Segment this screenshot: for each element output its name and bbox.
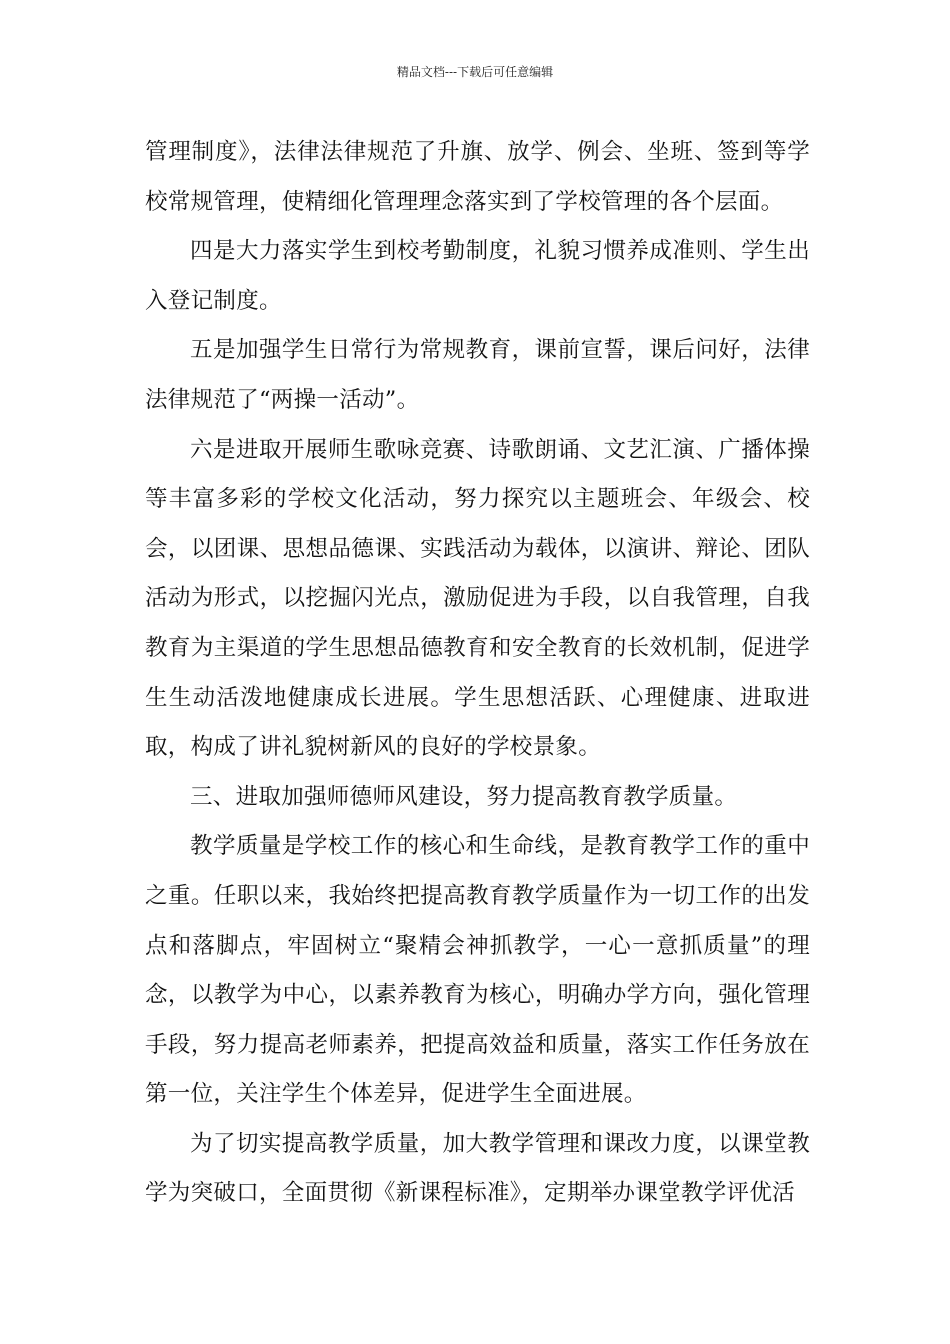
paragraph: 六是进取开展师生歌咏竞赛、诗歌朗诵、文艺汇演、广播体操等丰富多彩的学校文化活动，努力探究以主题班会、年级会、校会，以团课、思想品德课、实践活动为载体，以演讲、辩论、团队活动为形式，以挖掘闪光点，激励促进为手段，以自我管理，自我教育为主渠道的学生思想品德教育和安全教育的长效机制，促进学生生动活泼地健康成长进展。学生思想活跃、心理健康、进取进取，构成了讲礼貌树新风的良好的学校景象。 bbox=[145, 436, 810, 761]
page-header: 精品文档---下载后可任意编辑 bbox=[396, 65, 554, 79]
document-body bbox=[145, 128, 810, 1219]
section-heading: 三、进取加强师德师风建设，努力提高教育教学质量。 bbox=[190, 783, 738, 810]
paragraph-continued: 管理制度》，法律法律规范了升旗、放学、例会、坐班、签到等学校常规管理，使精细化管理理念落实到了学校管理的各个层面。 bbox=[145, 139, 810, 215]
paragraph: 为了切实提高教学质量，加大教学管理和课改力度，以课堂教学为突破口，全面贯彻《新课程标准》，定期举办课堂教学评优活 bbox=[145, 1130, 810, 1207]
paragraph: 四是大力落实学生到校考勤制度，礼貌习惯养成准则、学生出入登记制度。 bbox=[145, 238, 810, 314]
paragraph: 教学质量是学校工作的核心和生命线，是教育教学工作的重中之重。任职以来，我始终把提高教育教学质量作为一切工作的出发点和落脚点，牢固树立“聚精会神抓教学，一心一意抓质量”的理念，以教学为中心，以素养教育为核心，明确办学方向，强化管理手段，努力提高老师素养，把提高效益和质量，落实工作任务放在第一位，关注学生个体差异，促进学生全面进展。 bbox=[145, 833, 810, 1108]
paragraph: 五是加强学生日常行为常规教育，课前宣誓，课后问好，法律法律规范了“两操一活动”。 bbox=[145, 337, 810, 413]
